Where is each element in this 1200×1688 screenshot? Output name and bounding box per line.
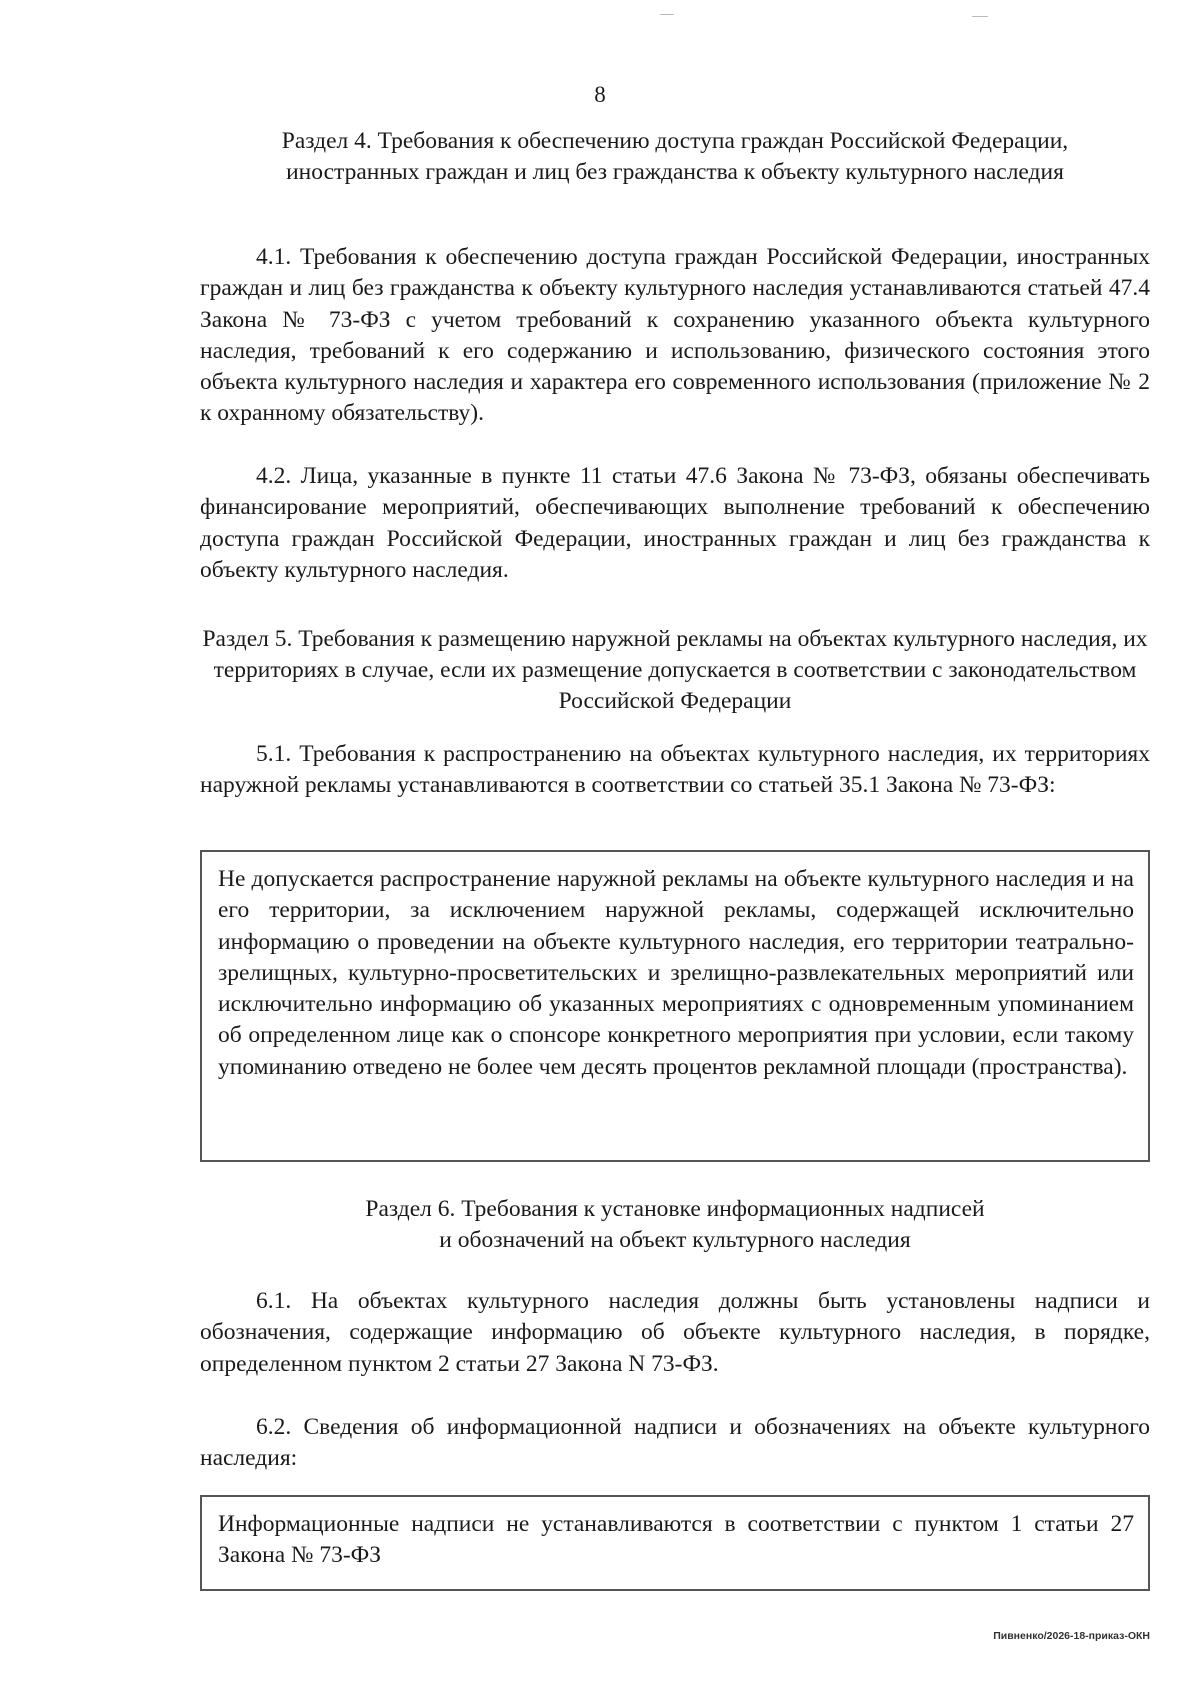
information-signs-box: Информационные надписи не устанавливаются в соответствии с пунктом 1 статьи 27 Закона № 73-ФЗ [200,1495,1150,1591]
document-footer-code: Пивненко/2026-18-приказ-ОКН [993,1630,1150,1642]
section-6-title-line1: Раздел 6. Требования к установке информационных надписей [365,1196,985,1222]
paragraph-6-1: 6.1. На объектах культурного наследия должны быть установлены надписи и обозначения, содержащие информацию об объекте культурного наследия, в порядке, определенном пунктом 2 статьи 27 Закона N 73-ФЗ. [200,1288,1150,1377]
paragraph-4-1: 4.1. Требования к обеспечению доступа граждан Российской Федерации, иностранных граждан и лиц без гражданства к объекту культурного наследия устанавливаются статьей 47.4 Закона № 73-ФЗ с учетом требований к сохранению указанного объекта культурного наследия, требований к его содержанию и использованию, физического состояния этого объекта культурного наследия и характера его современного использования (приложение № 2 к охранному обязательству). [200,244,1150,427]
paragraph-4-2: 4.2. Лица, указанные в пункте 11 статьи 47.6 Закона № 73-ФЗ, обязаны обеспечивать финансирование мероприятий, обеспечивающих выполнение требований к обеспечению доступа граждан Российской Федерации, иностранных граждан и лиц без гражданства к объекту культурного наследия. [200,463,1150,583]
advertising-restriction-box: Не допускается распространение наружной рекламы на объекте культурного наследия и на его территории, за исключением наружной рекламы, содержащей исключительно информацию о проведении на объекте культурного наследия, его территории театрально-зрелищных, культурно-просветительских и зрелищно-развлекательных мероприятий или исключительно информацию об указанных мероприятиях с одновременным упоминанием об определенном лице как о спонсоре конкретного мероприятия при условии, если такому упоминанию отведено не более чем десять процентов рекламной площади (пространства). [200,850,1150,1162]
scan-speck [972,16,988,17]
section-6-title [200,1194,1150,1256]
page-number: 8 [594,82,606,107]
paragraph-6-2: 6.2. Сведения об информационной надписи и обозначениях на объекте культурного наследия: [200,1414,1150,1472]
paragraph-5-1: 5.1. Требования к распространению на объектах культурного наследия, их территориях наружной рекламы устанавливаются в соответствии со статьей 35.1 Закона № 73-ФЗ: [200,741,1150,799]
section-6-title-line2: и обозначений на объект культурного наследия [439,1227,911,1253]
section-5-title: Раздел 5. Требования к размещению наружной рекламы на объектах культурного наследия, их территориях в случае, если их размещение допускается в соответствии с законодательством Российской Федерации [202,626,1148,714]
section-4-title: Раздел 4. Требования к обеспечению доступа граждан Российской Федерации, иностранных граждан и лиц без гражданства к объекту культурного наследия [281,128,1069,185]
scan-speck [660,14,674,15]
